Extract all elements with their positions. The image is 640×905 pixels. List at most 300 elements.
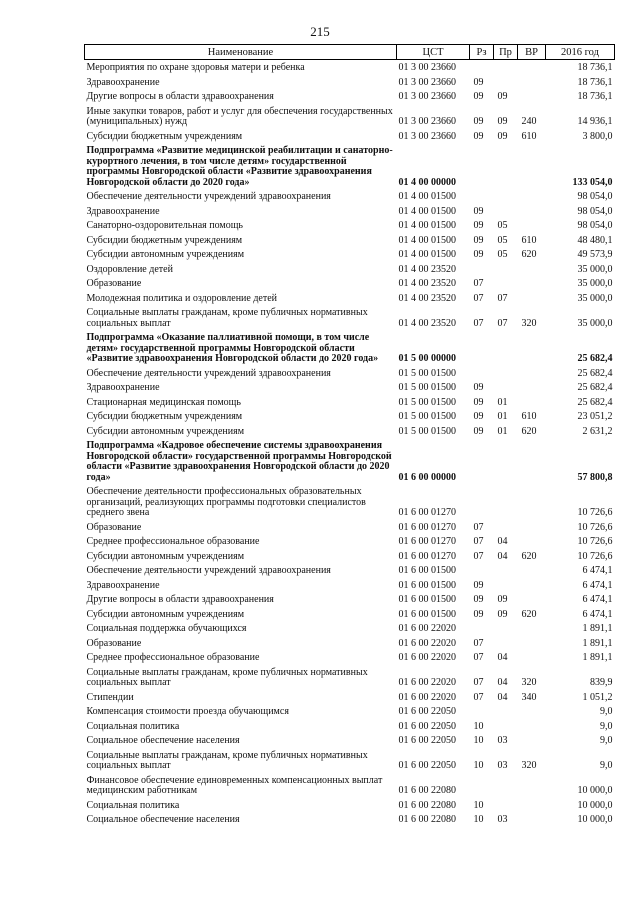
cell-amount: 10 000,0	[577, 799, 613, 811]
cell-amount: 10 726,6	[577, 536, 613, 547]
table-row	[85, 748, 615, 773]
cell-vr	[518, 798, 546, 813]
table-row	[85, 60, 615, 75]
cell-vr	[518, 89, 546, 104]
cell-pr	[494, 621, 518, 636]
cell-rz: 09	[473, 220, 484, 231]
cell-cst: 01 6 00 22050	[398, 706, 456, 717]
cell-name: Здравоохранение	[86, 579, 160, 591]
cell-rz: 07	[473, 677, 484, 688]
cell-name: Иные закупки товаров, работ и услуг для обеспечения государственных (муниципальных) нужд	[86, 105, 393, 127]
cell-name: Среднее профессиональное образование	[86, 536, 260, 547]
cell-name: Здравоохранение	[86, 382, 160, 393]
cell-vr: 620	[521, 550, 537, 562]
cell-pr: 09	[497, 116, 508, 127]
cell-cst: 01 5 00 01500	[398, 425, 456, 437]
cell-cst: 01 4 00 01500	[398, 220, 456, 231]
cell-name: Здравоохранение	[86, 76, 160, 88]
table-row	[85, 204, 615, 219]
table-row	[85, 380, 615, 395]
cell-amount: 18 736,1	[577, 91, 613, 102]
cell-rz: 10	[473, 720, 484, 732]
table-row	[85, 607, 615, 622]
cell-pr: 04	[497, 652, 508, 663]
cell-vr	[518, 204, 546, 219]
cell-vr	[518, 733, 546, 748]
cell-cst: 01 3 00 23660	[398, 130, 456, 142]
cell-pr: 05	[497, 234, 508, 246]
cell-vr: 610	[521, 130, 537, 142]
table-row	[85, 621, 615, 636]
cell-name: Субсидии бюджетным учреждениям	[86, 411, 243, 422]
cell-rz: 09	[473, 579, 484, 591]
cell-rz	[470, 189, 494, 204]
cell-rz: 09	[473, 608, 484, 620]
table-row	[85, 719, 615, 734]
cell-vr: 340	[521, 691, 537, 703]
cell-cst: 01 6 00 22080	[398, 785, 456, 796]
cell-cst: 01 6 00 22020	[398, 691, 456, 703]
cell-name: Подпрограмма «Кадровое обеспечение системы здравоохранения Новгородской области» государственной программы Новгородской области «Развитие здравоохранения Новгородской области до 2020 года»	[86, 440, 392, 483]
table-row	[85, 773, 615, 798]
cell-rz: 07	[473, 550, 484, 562]
cell-name: Социальное обеспечение населения	[86, 735, 240, 746]
cell-pr	[494, 484, 518, 520]
cell-pr	[494, 719, 518, 734]
cell-pr: 09	[497, 91, 508, 102]
cell-amount: 49 573,9	[577, 249, 613, 260]
cell-rz: 09	[473, 396, 484, 408]
cell-vr	[518, 438, 546, 484]
cell-pr: 07	[497, 292, 508, 304]
table-row	[85, 395, 615, 410]
cell-name: Подпрограмма «Оказание паллиативной помощи, в том числе детям» государственной программы Новгородской области «Развитие здравоохранения Новгородской области до 2020 года»	[86, 332, 379, 364]
cell-name: Субсидии автономным учреждениям	[86, 249, 245, 260]
table-row	[85, 563, 615, 578]
cell-amount: 10 726,6	[577, 521, 613, 533]
header-name: Наименование	[85, 45, 397, 60]
cell-amount: 25 682,4	[577, 396, 613, 408]
cell-name: Субсидии бюджетным учреждениям	[86, 130, 243, 142]
cell-pr	[494, 143, 518, 189]
cell-pr	[494, 262, 518, 277]
table-row	[85, 690, 615, 705]
cell-amount: 98 054,0	[577, 205, 613, 217]
cell-cst: 01 6 00 01270	[398, 536, 456, 547]
cell-amount: 25 682,4	[577, 382, 613, 393]
cell-vr	[518, 395, 546, 410]
cell-name: Обеспечение деятельности учреждений здравоохранения	[86, 191, 331, 202]
table-row	[85, 578, 615, 593]
cell-vr: 620	[521, 608, 537, 620]
cell-pr	[494, 204, 518, 219]
cell-amount: 133 054,0	[572, 176, 613, 188]
cell-cst: 01 5 00 01500	[398, 367, 456, 379]
cell-cst: 01 6 00 01500	[398, 579, 456, 591]
cell-name: Мероприятия по охране здоровья матери и ребенка	[86, 62, 305, 73]
table-row	[85, 592, 615, 607]
cell-pr: 05	[497, 249, 508, 260]
cell-rz: 10	[473, 814, 484, 825]
cell-amount: 6 474,1	[582, 608, 613, 620]
cell-rz: 09	[473, 411, 484, 422]
cell-amount: 9,0	[600, 706, 613, 717]
cell-amount: 18 736,1	[577, 76, 613, 88]
cell-vr	[518, 291, 546, 306]
cell-name: Стипендии	[86, 691, 134, 703]
cell-name: Социальные выплаты гражданам, кроме публичных нормативных социальных выплат	[86, 307, 368, 329]
cell-vr	[518, 621, 546, 636]
cell-rz: 10	[473, 799, 484, 811]
cell-vr	[518, 330, 546, 366]
cell-pr: 05	[497, 220, 508, 231]
cell-amount: 35 000,0	[577, 292, 613, 304]
cell-pr: 04	[497, 677, 508, 688]
cell-name: Санаторно-оздоровительная помощь	[86, 220, 243, 231]
cell-amount: 1 891,1	[582, 623, 613, 634]
cell-cst: 01 4 00 23520	[398, 317, 456, 329]
cell-pr: 03	[497, 760, 508, 771]
table-row	[85, 798, 615, 813]
cell-vr	[518, 75, 546, 90]
table-row	[85, 143, 615, 189]
cell-name: Подпрограмма «Развитие медицинской реабилитации и санаторно-курортного лечения, в том числе детям» государственной программы Новгородской области «Развитие здравоохранения Новгородской области до 2020 года»	[86, 145, 393, 188]
table-row	[85, 330, 615, 366]
cell-rz: 09	[473, 425, 484, 437]
cell-rz	[470, 563, 494, 578]
cell-cst: 01 6 00 22080	[398, 814, 456, 825]
cell-pr: 01	[497, 411, 508, 422]
cell-name: Молодежная политика и оздоровление детей	[86, 292, 278, 304]
cell-pr	[494, 330, 518, 366]
cell-rz: 07	[473, 536, 484, 547]
cell-cst: 01 5 00 00000	[398, 353, 456, 364]
cell-cst: 01 6 00 00000	[398, 471, 456, 483]
cell-vr	[518, 262, 546, 277]
cell-amount: 14 936,1	[577, 116, 613, 127]
cell-rz: 07	[473, 637, 484, 649]
cell-cst: 01 4 00 01500	[398, 191, 456, 202]
cell-vr	[518, 60, 546, 75]
cell-name: Компенсация стоимости проезда обучающимся	[86, 706, 289, 717]
cell-pr	[494, 438, 518, 484]
cell-pr: 04	[497, 536, 508, 547]
cell-vr	[518, 578, 546, 593]
cell-cst: 01 6 00 22020	[398, 623, 456, 634]
table-row	[85, 704, 615, 719]
page-number: 215	[310, 24, 330, 39]
cell-vr	[518, 276, 546, 291]
cell-name: Образование	[86, 637, 142, 649]
cell-name: Среднее профессиональное образование	[86, 652, 260, 663]
cell-pr	[494, 578, 518, 593]
cell-amount: 2 631,2	[582, 425, 613, 437]
table-row	[85, 549, 615, 564]
cell-amount: 1 891,1	[582, 637, 613, 649]
table-row	[85, 89, 615, 104]
cell-vr	[518, 704, 546, 719]
cell-name: Субсидии автономным учреждениям	[86, 425, 245, 437]
cell-name: Обеспечение деятельности учреждений здравоохранения	[86, 367, 331, 379]
cell-pr	[494, 60, 518, 75]
cell-pr: 04	[497, 550, 508, 562]
cell-rz: 09	[473, 594, 484, 605]
header-vr: ВР	[518, 45, 546, 60]
cell-amount: 25 682,4	[577, 367, 613, 379]
cell-cst: 01 5 00 01500	[398, 396, 456, 408]
cell-amount: 10 726,6	[577, 507, 613, 518]
cell-vr	[518, 366, 546, 381]
cell-name: Социальные выплаты гражданам, кроме публичных нормативных социальных выплат	[86, 749, 368, 771]
cell-rz: 09	[473, 91, 484, 102]
cell-rz: 07	[473, 652, 484, 663]
cell-name: Другие вопросы в области здравоохранения	[86, 91, 274, 102]
cell-rz	[470, 773, 494, 798]
cell-vr: 320	[521, 677, 537, 688]
cell-pr	[494, 366, 518, 381]
table-row	[85, 75, 615, 90]
cell-rz: 10	[473, 735, 484, 746]
cell-name: Субсидии автономным учреждениям	[86, 608, 245, 620]
cell-amount: 6 474,1	[582, 579, 613, 591]
cell-vr	[518, 636, 546, 651]
cell-vr	[518, 534, 546, 549]
cell-pr	[494, 189, 518, 204]
cell-vr: 620	[521, 249, 537, 260]
cell-pr	[494, 636, 518, 651]
cell-pr	[494, 798, 518, 813]
cell-name: Социальные выплаты гражданам, кроме публичных нормативных социальных выплат	[86, 666, 368, 688]
cell-cst: 01 6 00 01500	[398, 565, 456, 576]
cell-amount: 18 736,1	[577, 62, 613, 73]
table-row	[85, 291, 615, 306]
cell-name: Образование	[86, 278, 142, 289]
cell-rz	[470, 484, 494, 520]
cell-name: Социальная поддержка обучающихся	[86, 623, 247, 634]
table-row	[85, 409, 615, 424]
cell-pr: 09	[497, 130, 508, 142]
cell-cst: 01 4 00 23520	[398, 263, 456, 275]
cell-amount: 6 474,1	[582, 565, 613, 576]
cell-rz	[470, 366, 494, 381]
cell-name: Обеспечение деятельности профессиональных образовательных организаций, реализующих программы подготовки специалистов среднего звена	[86, 486, 366, 518]
cell-cst: 01 6 00 01270	[398, 521, 456, 533]
cell-name: Стационарная медицинская помощь	[86, 396, 241, 408]
cell-amount: 3 800,0	[582, 130, 613, 142]
cell-cst: 01 4 00 23520	[398, 278, 456, 289]
cell-cst: 01 6 00 22080	[398, 799, 456, 811]
cell-name: Оздоровление детей	[86, 263, 173, 275]
cell-rz: 07	[473, 521, 484, 533]
cell-rz: 09	[473, 76, 484, 88]
cell-name: Финансовое обеспечение единовременных компенсационных выплат медицинским работникам	[86, 774, 383, 796]
cell-vr: 320	[521, 317, 537, 329]
cell-pr: 09	[497, 608, 508, 620]
table-row	[85, 650, 615, 665]
table-row	[85, 366, 615, 381]
cell-cst: 01 3 00 23660	[398, 116, 456, 127]
cell-amount: 48 480,1	[577, 234, 613, 246]
cell-amount: 9,0	[600, 720, 613, 732]
table-row	[85, 276, 615, 291]
cell-cst: 01 6 00 22050	[398, 760, 456, 771]
table-row	[85, 534, 615, 549]
cell-pr	[494, 563, 518, 578]
cell-vr: 240	[521, 116, 537, 127]
cell-amount: 839,9	[590, 677, 613, 688]
cell-rz	[470, 621, 494, 636]
cell-rz	[470, 438, 494, 484]
cell-amount: 35 000,0	[577, 317, 613, 329]
cell-cst: 01 6 00 01270	[398, 507, 456, 518]
cell-cst: 01 4 00 01500	[398, 205, 456, 217]
cell-vr: 320	[521, 760, 537, 771]
cell-vr	[518, 143, 546, 189]
table-header-row	[85, 45, 615, 60]
cell-pr	[494, 75, 518, 90]
table-row	[85, 520, 615, 535]
cell-cst: 01 4 00 01500	[398, 249, 456, 260]
cell-vr	[518, 650, 546, 665]
cell-cst: 01 6 00 01500	[398, 594, 456, 605]
table-row	[85, 189, 615, 204]
header-pr: Пр	[494, 45, 518, 60]
cell-rz: 09	[473, 205, 484, 217]
table-row	[85, 424, 615, 439]
cell-amount: 23 051,2	[577, 411, 613, 422]
cell-vr	[518, 484, 546, 520]
cell-pr	[494, 773, 518, 798]
cell-vr	[518, 520, 546, 535]
cell-cst: 01 6 00 22020	[398, 652, 456, 663]
cell-cst: 01 4 00 23520	[398, 292, 456, 304]
cell-cst: 01 3 00 23660	[398, 91, 456, 102]
cell-amount: 1 891,1	[582, 652, 613, 663]
cell-cst: 01 4 00 01500	[398, 234, 456, 246]
table-row	[85, 733, 615, 748]
cell-pr: 01	[497, 425, 508, 437]
cell-name: Образование	[86, 521, 142, 533]
cell-vr	[518, 189, 546, 204]
cell-amount: 35 000,0	[577, 263, 613, 275]
cell-pr	[494, 520, 518, 535]
cell-amount: 57 800,8	[577, 471, 613, 483]
cell-name: Социальная политика	[86, 799, 180, 811]
cell-rz	[470, 262, 494, 277]
header-rz: Рз	[470, 45, 494, 60]
cell-vr	[518, 719, 546, 734]
cell-cst: 01 6 00 01270	[398, 550, 456, 562]
table-row	[85, 104, 615, 129]
cell-vr	[518, 218, 546, 233]
cell-name: Субсидии автономным учреждениям	[86, 550, 245, 562]
cell-rz	[470, 330, 494, 366]
cell-vr	[518, 773, 546, 798]
table-row	[85, 218, 615, 233]
cell-pr	[494, 380, 518, 395]
cell-amount: 25 682,4	[577, 353, 613, 364]
budget-table	[84, 44, 615, 827]
cell-cst: 01 6 00 22020	[398, 677, 456, 688]
cell-rz: 10	[473, 760, 484, 771]
cell-pr: 03	[497, 735, 508, 746]
cell-pr	[494, 704, 518, 719]
header-year: 2016 год	[546, 45, 615, 60]
cell-name: Другие вопросы в области здравоохранения	[86, 594, 274, 605]
cell-amount: 6 474,1	[582, 594, 613, 605]
cell-amount: 98 054,0	[577, 191, 613, 202]
header-cst: ЦСТ	[397, 45, 470, 60]
cell-cst: 01 6 00 01500	[398, 608, 456, 620]
cell-pr: 03	[497, 814, 508, 825]
cell-rz: 07	[473, 278, 484, 289]
cell-amount: 1 051,2	[582, 691, 613, 703]
table-row	[85, 484, 615, 520]
cell-pr: 09	[497, 594, 508, 605]
cell-name: Социальная политика	[86, 720, 180, 732]
cell-rz	[470, 704, 494, 719]
table-row	[85, 129, 615, 144]
table-row	[85, 636, 615, 651]
cell-rz: 09	[473, 382, 484, 393]
cell-rz	[470, 60, 494, 75]
cell-cst: 01 5 00 01500	[398, 382, 456, 393]
cell-amount: 10 000,0	[577, 785, 613, 796]
cell-cst: 01 3 00 23660	[398, 76, 456, 88]
table-row	[85, 665, 615, 690]
cell-amount: 98 054,0	[577, 220, 613, 231]
cell-amount: 35 000,0	[577, 278, 613, 289]
cell-rz: 07	[473, 292, 484, 304]
cell-amount: 9,0	[600, 735, 613, 746]
cell-rz: 09	[473, 249, 484, 260]
cell-cst: 01 5 00 01500	[398, 411, 456, 422]
cell-amount: 10 726,6	[577, 550, 613, 562]
cell-amount: 9,0	[600, 760, 613, 771]
cell-vr: 610	[521, 234, 537, 246]
table-row	[85, 812, 615, 827]
cell-pr: 01	[497, 396, 508, 408]
cell-vr: 610	[521, 411, 537, 422]
cell-rz: 07	[473, 317, 484, 329]
cell-rz: 09	[473, 234, 484, 246]
table-row	[85, 305, 615, 330]
cell-rz: 09	[473, 130, 484, 142]
cell-rz	[470, 143, 494, 189]
cell-pr: 07	[497, 317, 508, 329]
cell-vr	[518, 592, 546, 607]
cell-rz: 09	[473, 116, 484, 127]
cell-cst: 01 3 00 23660	[398, 62, 456, 73]
cell-vr: 620	[521, 425, 537, 437]
cell-cst: 01 6 00 22050	[398, 720, 456, 732]
cell-pr: 04	[497, 691, 508, 703]
cell-rz: 07	[473, 691, 484, 703]
cell-pr	[494, 276, 518, 291]
table-row	[85, 247, 615, 262]
cell-cst: 01 6 00 22050	[398, 735, 456, 746]
cell-vr	[518, 812, 546, 827]
table-row	[85, 438, 615, 484]
cell-vr	[518, 380, 546, 395]
cell-cst: 01 6 00 22020	[398, 637, 456, 649]
cell-name: Обеспечение деятельности учреждений здравоохранения	[86, 565, 331, 576]
table-row	[85, 233, 615, 248]
cell-name: Социальное обеспечение населения	[86, 814, 240, 825]
cell-vr	[518, 563, 546, 578]
cell-cst: 01 4 00 00000	[398, 176, 456, 188]
table-body	[85, 60, 615, 827]
